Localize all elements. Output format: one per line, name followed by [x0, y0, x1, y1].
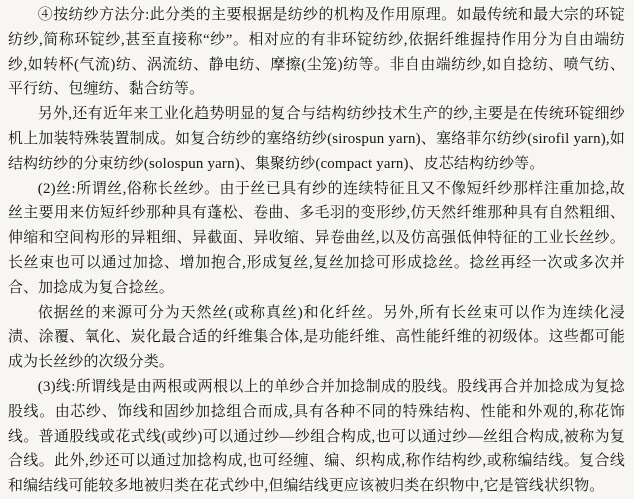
- paragraph-silk-origin: 依据丝的来源可分为天然丝(或称真丝)和化纤丝。另外,所有长丝束可以作为连续化浸渍、涂覆、氧化、炭化最合适的纤维集合体,是功能纤维、高性能纤维的初级体。这些都可能成为长丝纱的次级分类。: [8, 304, 625, 371]
- paragraph-spinning-method: ④按纺纱方法分:此分类的主要根据是纺纱的机构及作用原理。如最传统和最大宗的环锭纺纱,简称环锭纱,甚至直接称“纱”。相对应的有非环锭纺纱,依据纤维握持作用分为自由端纺纱,如转杯(气流)纺、涡流纺、静电纺、摩擦(尘笼)纺等。非自由端纺纱,如自捻纺、喷气纺、平行纺、包缠纺、黏合纺等。: [8, 7, 625, 98]
- paragraph-filament-silk: (2)丝:所谓丝,俗称长丝纱。由于丝已具有纱的连续特征且又不像短纤纱那样注重加捻,故丝主要用来仿短纤纱那种具有蓬松、卷曲、多毛羽的变形纱,仿天然纤维那种具有自然粗细、伸缩和空间构形的异粗细、异截面、异收缩、异卷曲丝,以及仿高强低伸特征的工业长丝纱。长丝束也可以通过加捻、增加抱合,形成复丝,复丝加捻可形成捻丝。捻丝再经一次或多次并合、加捻成为复合捻丝。: [8, 180, 625, 296]
- paragraph-thread: (3)线:所谓线是由两根或两根以上的单纱合并加捻制成的股线。股线再合并加捻成为复捻股线。由芯纱、饰线和固纱加捻组合而成,具有各种不同的特殊结构、性能和外观的,称花饰线。普通股线或花式线(或纱)可以通过纱—纱组合构成,也可以通过纱—丝组合构成,被称为复合线。此外,纱还可以通过加捻构成,也可经缠、编、织构成,称作结构纱,或称编结线。复合线和编结线可能较多地被归类在花式纱中,但编结线更应该被归类在织物中,它是管线状织物。: [8, 378, 625, 495]
- paragraph-composite-structured-spinning: 另外,还有近年来工业化趋势明显的复合与结构纺纱技术生产的纱,主要是在传统环锭细纱机上加装特殊装置制成。如复合纺纱的塞络纺纱(sirospun yarn)、塞络菲尔纺纱(sirofil yarn),如结构纺纱的分束纺纱(solospun yarn)、集聚纺纱(compact yarn)、皮芯结构纺纱等。: [8, 106, 625, 172]
